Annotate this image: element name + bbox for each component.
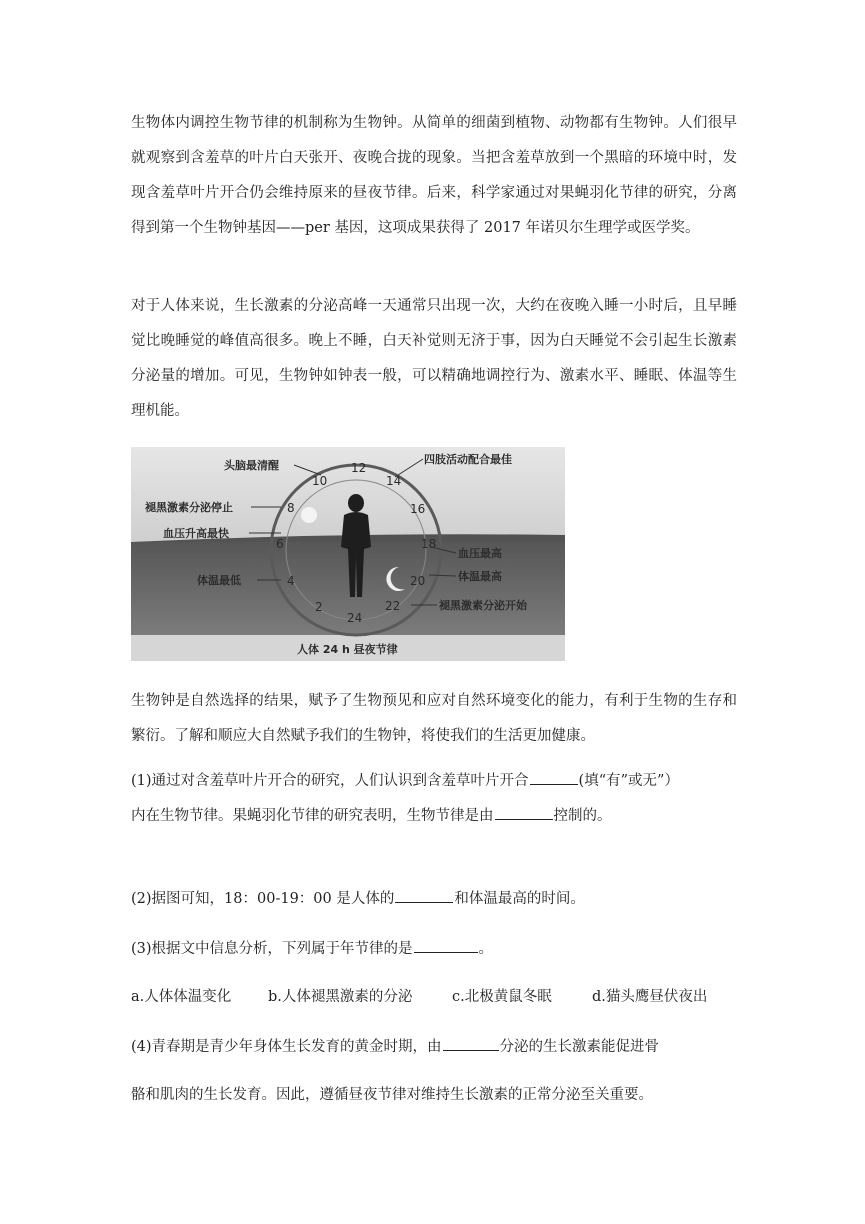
option-a[interactable]: a.人体体温变化 — [131, 989, 232, 1005]
question-1-text-c: 内在生物节律。果蝇羽化节律的研究表明，生物节律是由 — [131, 808, 494, 824]
answer-blank-2[interactable] — [395, 888, 453, 903]
clock-number-4: 4 — [287, 574, 295, 588]
question-3-options — [131, 987, 707, 1007]
clock-number-16: 16 — [410, 502, 426, 516]
question-4-line-2 — [131, 1085, 653, 1105]
paragraph-biological-clock: 生物体内调控生物节律的机制称为生物钟。从简单的细菌到植物、动物都有生物钟。人们很早就观察到含羞草的叶片白天张开、夜晚合拢的现象。当把含羞草放到一个黑暗的环境中时，发现含羞草叶片开合仍会维持原来的昼夜节律。后来，科学家通过对果蝇羽化节律的研究，分离得到第一个生物钟基因——per 基因，这项成果获得了 2017 年诺贝尔生理学或医学奖。 — [131, 115, 737, 236]
figure-caption: 人体 24 h 昼夜节律 — [297, 643, 398, 656]
label-melatonin-start: 褪黑激素分泌开始 — [439, 599, 527, 612]
clock-number-2: 2 — [315, 600, 323, 614]
question-3-text-b: 。 — [478, 941, 494, 957]
question-3 — [131, 938, 493, 959]
question-4-text-c: 骼和肌肉的生长发育。因此，遵循昼夜节律对维持生长激素的正常分泌至关重要。 — [131, 1087, 653, 1103]
label-blood-pressure-rise: 血压升高最快 — [163, 527, 229, 540]
option-b[interactable]: b.人体褪黑激素的分泌 — [268, 989, 413, 1005]
clock-number-14: 14 — [386, 474, 402, 488]
answer-blank-4[interactable] — [443, 1036, 499, 1051]
clock-number-24: 24 — [347, 611, 363, 625]
clock-number-20: 20 — [410, 574, 426, 588]
question-2-text-b: 和体温最高的时间。 — [454, 891, 585, 907]
clock-number-10: 10 — [312, 474, 328, 488]
circadian-rhythm-figure — [131, 447, 565, 661]
question-2 — [131, 888, 585, 909]
clock-number-8: 8 — [287, 501, 295, 515]
paragraph-growth-hormone: 对于人体来说，生长激素的分泌高峰一天通常只出现一次，大约在夜晚入睡一小时后，且早睡觉比晚睡觉的峰值高很多。晚上不睡，白天补觉则无济于事，因为白天睡觉不会引起生长激素分泌量的增加。可见，生物钟如钟表一般，可以精确地调控行为、激素水平、睡眠、体温等生理机能。 — [131, 298, 737, 419]
label-blood-pressure-highest: 血压最高 — [458, 547, 502, 560]
option-c[interactable]: c.北极黄鼠冬眠 — [452, 989, 552, 1005]
question-1-line-1 — [131, 770, 679, 791]
question-4-text-b: 分泌的生长激素能促进骨 — [499, 1039, 660, 1055]
answer-blank-1a[interactable] — [530, 770, 578, 785]
label-temperature-lowest: 体温最低 — [197, 574, 241, 587]
clock-number-6: 6 — [276, 537, 284, 551]
answer-blank-3[interactable] — [414, 938, 478, 953]
answer-blank-1b[interactable] — [495, 805, 553, 820]
question-1-line-2 — [131, 805, 612, 826]
question-1-text-a: (1)通过对含羞草叶片开合的研究，人们认识到含羞草叶片开合 — [131, 773, 529, 789]
clock-number-12: 12 — [351, 461, 367, 475]
clock-number-22: 22 — [385, 599, 401, 613]
question-4-line-1 — [131, 1036, 659, 1057]
label-melatonin-stop: 褪黑激素分泌停止 — [145, 501, 233, 514]
clock-number-18: 18 — [421, 537, 437, 551]
question-3-text-a: (3)根据文中信息分析，下列属于年节律的是 — [131, 941, 413, 957]
label-brain-alert: 头脑最清醒 — [224, 459, 279, 472]
label-limbs-coordination: 四肢活动配合最佳 — [424, 453, 512, 466]
sun-icon — [301, 507, 317, 523]
paragraph-natural-selection: 生物钟是自然选择的结果，赋予了生物预见和应对自然环境变化的能力，有利于生物的生存和繁衍。了解和顺应大自然赋予我们的生物钟，将使我们的生活更加健康。 — [131, 693, 737, 744]
label-temperature-highest: 体温最高 — [458, 570, 502, 583]
option-d[interactable]: d.猫头鹰昼伏夜出 — [592, 989, 708, 1005]
question-1-text-d: 控制的。 — [553, 808, 612, 824]
question-2-text-a: (2)据图可知，18：00-19：00 是人体的 — [131, 891, 395, 907]
question-4-text-a: (4)青春期是青少年身体生长发育的黄金时期，由 — [131, 1039, 442, 1055]
question-1-text-b: (填“有”或无”） — [578, 773, 679, 789]
